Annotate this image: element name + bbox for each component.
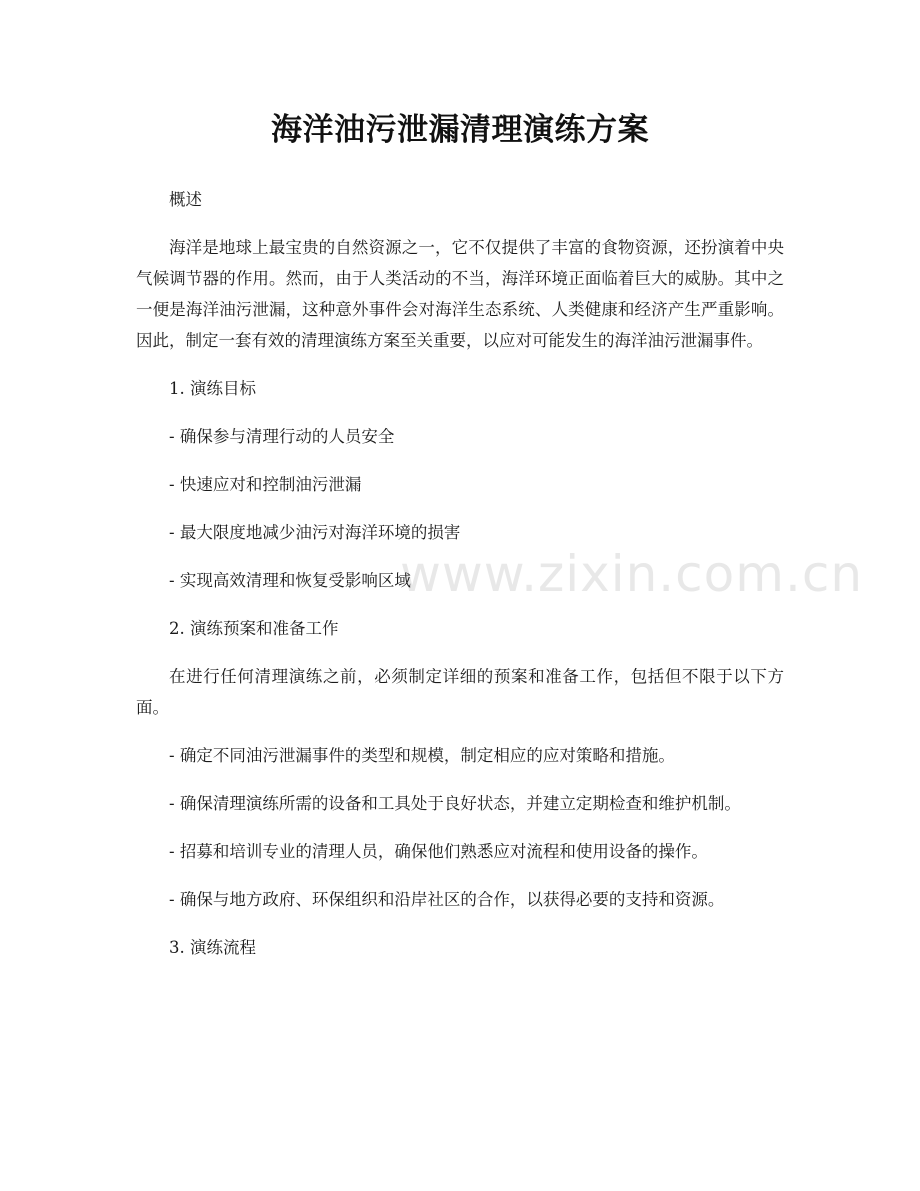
list-item: - 确保清理演练所需的设备和工具处于良好状态，并建立定期检查和维护机制。 (169, 794, 741, 813)
preparation-paragraph: 在进行任何清理演练之前，必须制定详细的预案和准备工作，包括但不限于以下方面。 (136, 667, 784, 717)
intro-paragraph: 海洋是地球上最宝贵的自然资源之一，它不仅提供了丰富的食物资源，还扮演着中央气候调节器的作用。然而，由于人类活动的不当，海洋环境正面临着巨大的威胁。其中之一便是海洋油污泄漏，这种意外事件会对海洋生态系统、人类健康和经济产生严重影响。因此，制定一套有效的清理演练方案至关重要，以应对可能发生的海洋油污泄漏事件。 (136, 238, 784, 350)
document-title: 海洋油污泄漏清理演练方案 (271, 112, 649, 148)
watermark: www.zixin.com.cn (400, 545, 864, 603)
document-body (136, 184, 784, 980)
list-item: - 实现高效清理和恢复受影响区域 (169, 571, 411, 590)
list-item: - 最大限度地减少油污对海洋环境的损害 (169, 523, 461, 542)
list-item: - 确定不同油污泄漏事件的类型和规模，制定相应的应对策略和措施。 (169, 746, 675, 765)
list-item: - 快速应对和控制油污泄漏 (169, 475, 362, 494)
section-heading-overview: 概述 (169, 190, 202, 209)
section-heading-process: 3. 演练流程 (169, 938, 256, 957)
list-item: - 确保与地方政府、环保组织和沿岸社区的合作，以获得必要的支持和资源。 (169, 890, 725, 909)
section-heading-preparation: 2. 演练预案和准备工作 (169, 619, 339, 638)
list-item: - 确保参与清理行动的人员安全 (169, 427, 395, 446)
section-heading-goals: 1. 演练目标 (169, 379, 256, 398)
list-item: - 招募和培训专业的清理人员，确保他们熟悉应对流程和使用设备的操作。 (169, 842, 708, 861)
